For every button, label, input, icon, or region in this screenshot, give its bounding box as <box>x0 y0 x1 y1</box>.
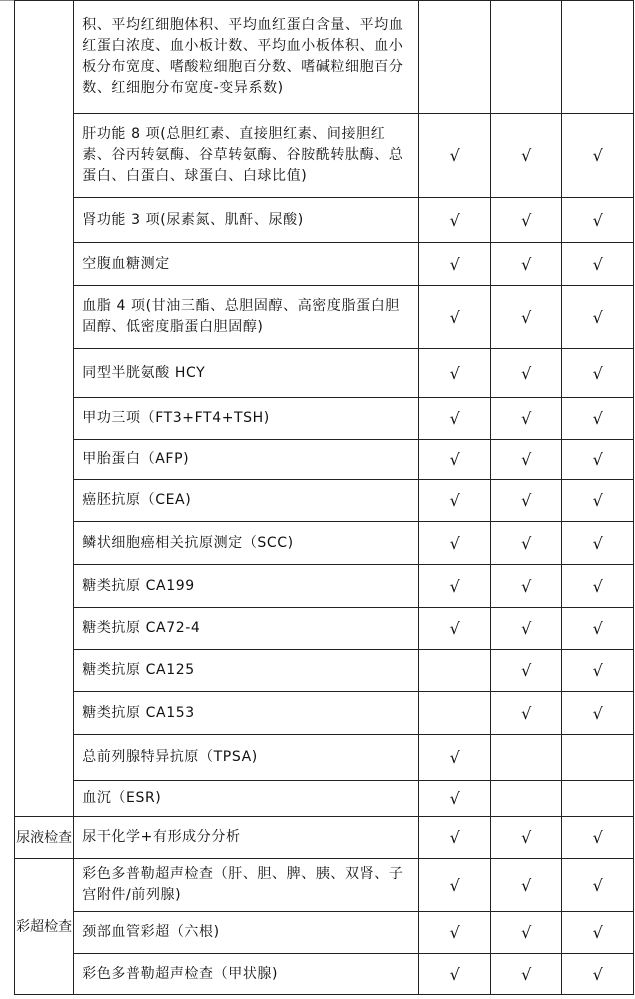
check-cell <box>562 781 634 817</box>
check-mark: √ <box>592 875 603 895</box>
table-row <box>15 692 634 735</box>
table-row <box>15 608 634 650</box>
check-mark: √ <box>592 450 603 469</box>
check-cell <box>490 692 562 735</box>
check-mark: √ <box>521 254 532 274</box>
check-mark: √ <box>592 146 603 165</box>
check-mark: √ <box>521 964 532 984</box>
table-row <box>15 1 634 114</box>
item-cell: 彩色多普勒超声检查（甲状腺) <box>74 954 419 995</box>
item-cell: 尿干化学+有形成分分析 <box>74 817 419 859</box>
check-cell <box>490 608 562 650</box>
check-mark: √ <box>521 703 532 723</box>
table-row <box>15 522 634 565</box>
check-cell <box>562 114 634 198</box>
check-cell <box>419 650 491 692</box>
check-mark: √ <box>521 409 532 428</box>
item-cell: 甲功三项（FT3+FT4+TSH) <box>74 398 419 440</box>
check-mark: √ <box>449 923 460 942</box>
table-row <box>15 440 634 480</box>
check-cell <box>562 565 634 608</box>
check-mark: √ <box>592 703 603 723</box>
check-mark: √ <box>521 450 532 469</box>
check-mark: √ <box>521 661 532 680</box>
check-cell <box>419 735 491 781</box>
check-cell <box>490 859 562 912</box>
check-cell <box>562 243 634 286</box>
check-cell <box>490 565 562 608</box>
check-mark: √ <box>449 363 460 383</box>
check-cell <box>490 912 562 954</box>
check-mark: √ <box>449 828 460 847</box>
check-mark: √ <box>449 254 460 274</box>
check-cell <box>490 349 562 398</box>
check-mark: √ <box>592 491 603 510</box>
check-cell <box>562 286 634 349</box>
table-row <box>15 565 634 608</box>
check-cell <box>562 198 634 243</box>
check-cell <box>562 398 634 440</box>
check-mark: √ <box>592 210 603 230</box>
check-mark: √ <box>592 964 603 984</box>
check-cell <box>562 650 634 692</box>
item-cell: 血沉（ESR) <box>74 781 419 817</box>
check-cell <box>562 735 634 781</box>
check-cell <box>419 480 491 522</box>
check-mark: √ <box>592 409 603 428</box>
check-cell <box>490 817 562 859</box>
item-cell: 血脂 4 项(甘油三酯、总胆固醇、高密度脂蛋白胆固醇、低密度脂蛋白胆固醇) <box>74 286 419 349</box>
check-mark: √ <box>592 619 603 638</box>
check-cell <box>490 735 562 781</box>
item-cell: 肾功能 3 项(尿素氮、肌酐、尿酸) <box>74 198 419 243</box>
check-cell <box>419 817 491 859</box>
check-mark: √ <box>592 363 603 383</box>
check-cell <box>419 522 491 565</box>
check-mark: √ <box>521 533 532 553</box>
item-cell: 鳞状细胞癌相关抗原测定（SCC) <box>74 522 419 565</box>
check-cell <box>562 692 634 735</box>
check-mark: √ <box>521 363 532 383</box>
check-cell <box>490 954 562 995</box>
check-mark: √ <box>449 964 460 984</box>
check-cell <box>490 1 562 114</box>
check-cell <box>419 781 491 817</box>
item-cell: 空腹血糖测定 <box>74 243 419 286</box>
table-row <box>15 198 634 243</box>
check-mark: √ <box>521 576 532 596</box>
check-mark: √ <box>449 533 460 553</box>
check-mark: √ <box>449 409 460 428</box>
check-mark: √ <box>449 146 460 165</box>
table-row <box>15 817 634 859</box>
check-cell <box>419 912 491 954</box>
check-cell <box>490 650 562 692</box>
table-row <box>15 859 634 912</box>
item-cell: 癌胚抗原（CEA) <box>74 480 419 522</box>
check-mark: √ <box>521 210 532 230</box>
check-mark: √ <box>449 619 460 638</box>
item-cell: 彩色多普勒超声检查（肝、胆、脾、胰、双肾、子宫附件/前列腺) <box>74 859 419 912</box>
table-row <box>15 480 634 522</box>
check-mark: √ <box>592 533 603 553</box>
check-cell <box>490 440 562 480</box>
check-cell <box>490 114 562 198</box>
check-mark: √ <box>521 923 532 942</box>
check-cell <box>562 817 634 859</box>
check-mark: √ <box>521 875 532 895</box>
item-cell: 肝功能 8 项(总胆红素、直接胆红素、间接胆红素、谷丙转氨酶、谷草转氨酶、谷胺酰转肽酶、总蛋白、白蛋白、球蛋白、白球比值) <box>74 114 419 198</box>
check-cell <box>562 349 634 398</box>
check-mark: √ <box>521 828 532 847</box>
check-cell <box>419 440 491 480</box>
item-cell: 甲胎蛋白（AFP) <box>74 440 419 480</box>
check-mark: √ <box>521 491 532 510</box>
check-mark: √ <box>592 661 603 680</box>
item-cell: 糖类抗原 CA125 <box>74 650 419 692</box>
check-cell <box>419 954 491 995</box>
check-mark: √ <box>449 491 460 510</box>
table-row <box>15 781 634 817</box>
check-cell <box>419 286 491 349</box>
table-row <box>15 286 634 349</box>
check-cell <box>419 859 491 912</box>
check-cell <box>419 114 491 198</box>
check-cell <box>419 565 491 608</box>
table-row <box>15 243 634 286</box>
item-cell: 糖类抗原 CA199 <box>74 565 419 608</box>
table-row <box>15 650 634 692</box>
check-mark: √ <box>449 210 460 230</box>
exam-items-table <box>14 0 634 995</box>
item-cell: 糖类抗原 CA72-4 <box>74 608 419 650</box>
check-mark: √ <box>592 923 603 942</box>
check-mark: √ <box>449 789 460 808</box>
check-cell <box>490 286 562 349</box>
check-cell <box>490 243 562 286</box>
check-cell <box>419 349 491 398</box>
check-mark: √ <box>521 307 532 327</box>
table-row <box>15 954 634 995</box>
check-mark: √ <box>592 307 603 327</box>
check-cell <box>562 912 634 954</box>
item-cell: 颈部血管彩超（六根) <box>74 912 419 954</box>
check-mark: √ <box>592 254 603 274</box>
item-cell: 糖类抗原 CA153 <box>74 692 419 735</box>
check-cell <box>419 608 491 650</box>
table-row <box>15 735 634 781</box>
check-cell <box>419 198 491 243</box>
check-cell <box>562 440 634 480</box>
check-mark: √ <box>449 875 460 895</box>
top-left-rule <box>0 0 14 2</box>
check-cell <box>562 1 634 114</box>
check-cell <box>562 859 634 912</box>
check-cell <box>419 1 491 114</box>
category-cell-blood <box>15 1 74 817</box>
table-row <box>15 349 634 398</box>
item-cell: 总前列腺特异抗原（TPSA) <box>74 735 419 781</box>
check-mark: √ <box>449 748 460 767</box>
check-cell <box>562 954 634 995</box>
check-cell <box>419 398 491 440</box>
table-row <box>15 114 634 198</box>
check-cell <box>490 398 562 440</box>
check-cell <box>562 480 634 522</box>
check-mark: √ <box>449 450 460 469</box>
check-cell <box>490 480 562 522</box>
category-cell-urine: 尿液检查 <box>15 817 74 859</box>
check-cell <box>490 198 562 243</box>
check-cell <box>562 522 634 565</box>
check-mark: √ <box>521 146 532 165</box>
table-row <box>15 398 634 440</box>
category-cell-ultrasound: 彩超检查 <box>15 859 74 995</box>
check-cell <box>562 608 634 650</box>
check-cell <box>490 522 562 565</box>
item-cell: 积、平均红细胞体积、平均血红蛋白含量、平均血红蛋白浓度、血小板计数、平均血小板体积、血小板分布宽度、嗜酸粒细胞百分数、嗜碱粒细胞百分数、红细胞分布宽度-变异系数) <box>74 1 419 114</box>
check-mark: √ <box>592 576 603 596</box>
check-cell <box>490 781 562 817</box>
item-cell: 同型半胱氨酸 HCY <box>74 349 419 398</box>
check-cell <box>419 692 491 735</box>
check-mark: √ <box>592 828 603 847</box>
table-row <box>15 912 634 954</box>
check-mark: √ <box>449 576 460 596</box>
check-cell <box>419 243 491 286</box>
check-mark: √ <box>449 307 460 327</box>
check-mark: √ <box>521 619 532 638</box>
